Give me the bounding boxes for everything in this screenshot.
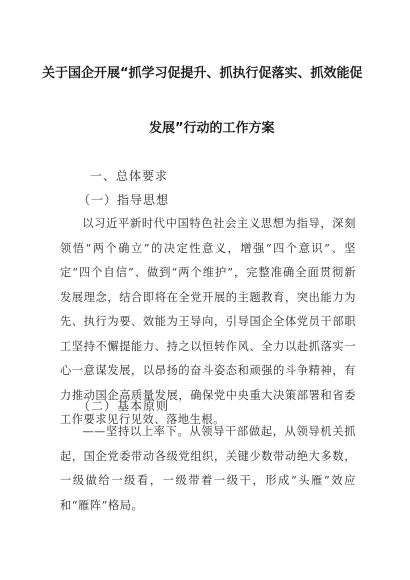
subsection-heading-guiding-ideology: （一）指导思想 — [78, 193, 170, 207]
subsection-heading-basic-principles: （二）基本原则 — [78, 399, 170, 413]
paragraph-basic-principles: ——坚持以上率下。从领导干部做起，从领导机关抓起，国企党委带动各级党组织，关键少数带动绝大多数，一级做给一级看，一级带着一级干，形成“头雁”效应和“雁阵”格局。 — [60, 425, 356, 512]
section-heading-general-requirements: 一、总体要求 — [90, 169, 169, 183]
paragraph-guiding-ideology: 以习近平新时代中国特色社会主义思想为指导，深刻领悟“两个确立”的决定性意义，增强“四个意识”、坚定“四个自信”、做到“两个维护”，完整准确全面贯彻新发展理念，结合即将在全党开展的主题教育，突出能力为先、执行为要、效能为王导向，引导国企全体党员干部职工坚持不懈提能力、持之以恒转作风、全力以赴抓落实一心一意谋发展，以昂扬的奋斗姿态和顽强的斗争精神，有力推动国企高质量发展，确保党中央重大决策部署和省委工作要求见行见效、落地生根。 — [60, 217, 356, 426]
document-title-line-2: 发展”行动的工作方案 — [149, 121, 275, 136]
document-title-line-1: 关于国企开展“抓学习促提升、抓执行促落实、抓效能促 — [42, 66, 363, 81]
